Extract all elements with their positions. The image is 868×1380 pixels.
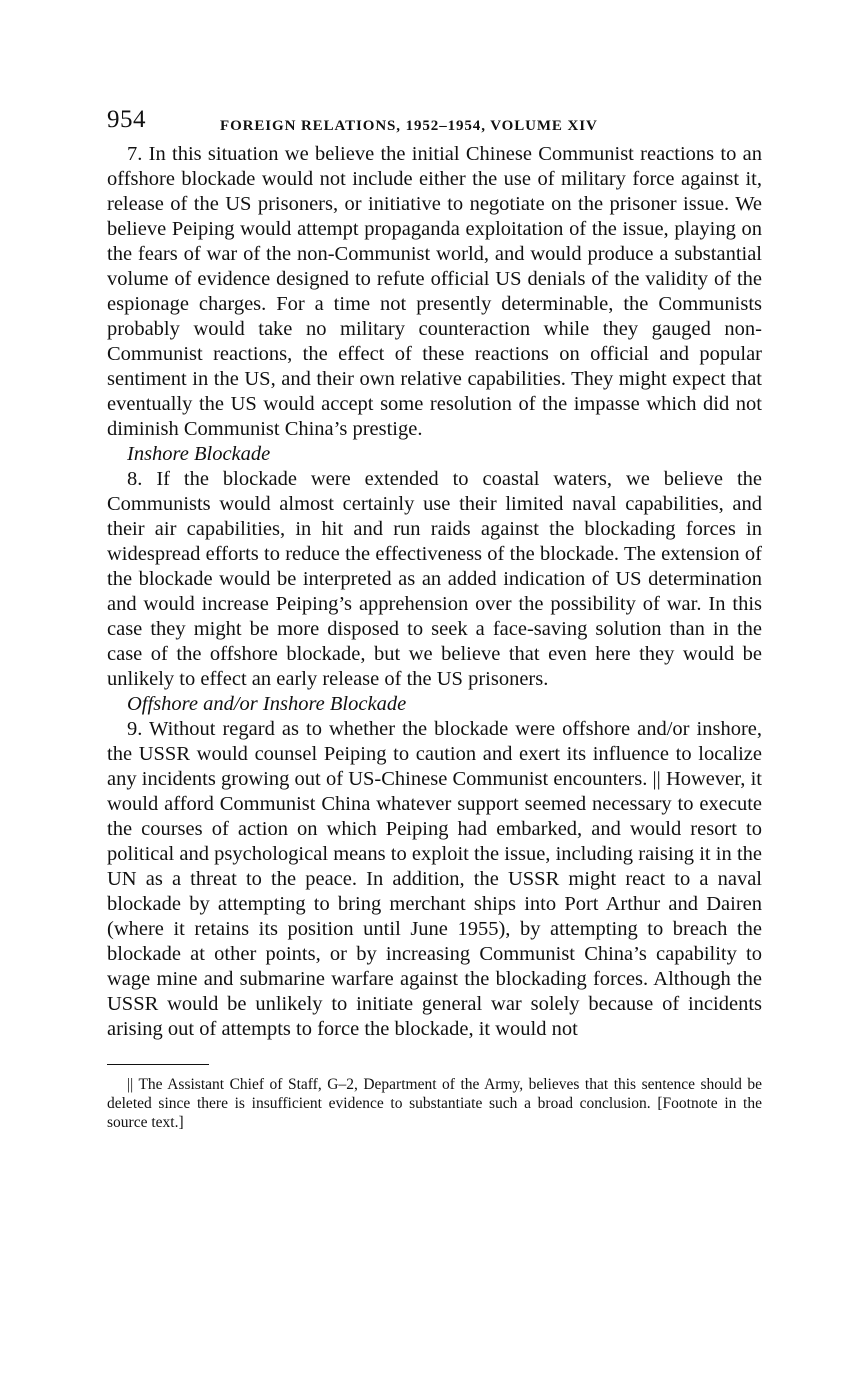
body-text — [107, 142, 762, 1042]
subheading-offshore-inshore-blockade: Offshore and/or Inshore Blockade — [127, 693, 407, 715]
footnote — [107, 1075, 762, 1132]
footnote-divider — [107, 1064, 209, 1065]
paragraph-7: 7. In this situation we believe the initial Chinese Communist reactions to an offshore blockade would not include either the use of military force against it, release of the US prisoners, or initiative to negotiate on the prisoner issue. We believe Peiping would attempt propaganda exploitation of the issue, playing on the fears of war of the non-Communist world, and would produce a substantial volume of evidence designed to refute official US denials of the validity of the espionage charges. For a time not presently determinable, the Communists probably would take no military counteraction while they gauged non-Communist reactions, the effect of these reactions on official and popular sentiment in the US, and their own relative capabilities. They might expect that eventually the US would accept some resolution of the impasse which did not diminish Communist China’s prestige. — [107, 143, 762, 440]
footnote-marker: || — [127, 1076, 134, 1093]
page-number: 954 — [107, 106, 146, 133]
running-title: FOREIGN RELATIONS, 1952–1954, VOLUME XIV — [220, 118, 598, 134]
paragraph-9-part-2: However, it would afford Communist China whatever support seemed necessary to execute the courses of action on which Peiping had embarked, and would resort to political and psychological means to exploit the issue, including raising it in the UN as a threat to the peace. In addition, the USSR might react to a naval blockade by attempting to bring merchant ships into Port Arthur and Dairen (where it retains its position until June 1955), by attempting to breach the blockade at other points, or by increasing Communist China’s capability to wage mine and submarine warfare against the blockading forces. Although the USSR would be unlikely to initiate general war solely because of incidents arising out of attempts to force the blockade, it would not — [107, 768, 762, 1040]
paragraph-9-part-1: 9. Without regard as to whether the blockade were offshore and/or inshore, the USSR would counsel Peiping to caution and exert its influence to localize any incidents growing out of US-Chinese Communist encounters. — [107, 718, 762, 790]
footnote-reference[interactable]: || — [652, 768, 661, 790]
paragraph-9 — [107, 717, 762, 1042]
document-page — [107, 106, 762, 1132]
subheading-inshore-blockade: Inshore Blockade — [127, 443, 271, 465]
paragraph-8: 8. If the blockade were extended to coastal waters, we believe the Communists would almost certainly use their limited naval capabilities, and their air capabilities, in hit and run raids against the blockading forces in widespread efforts to reduce the effectiveness of the blockade. The extension of the blockade would be interpreted as an added indication of US determination and would increase Peiping’s apprehension over the possibility of war. In this case they might be more disposed to seek a face-saving solution than in the case of the offshore blockade, but we believe that even here they would be unlikely to effect an early release of the US prisoners. — [107, 468, 762, 690]
page-header — [107, 106, 762, 142]
footnote-text: The Assistant Chief of Staff, G–2, Department of the Army, believes that this sentence should be deleted since there is insufficient evidence to substantiate such a broad conclusion. [Footnote in the source text.] — [107, 1076, 762, 1131]
